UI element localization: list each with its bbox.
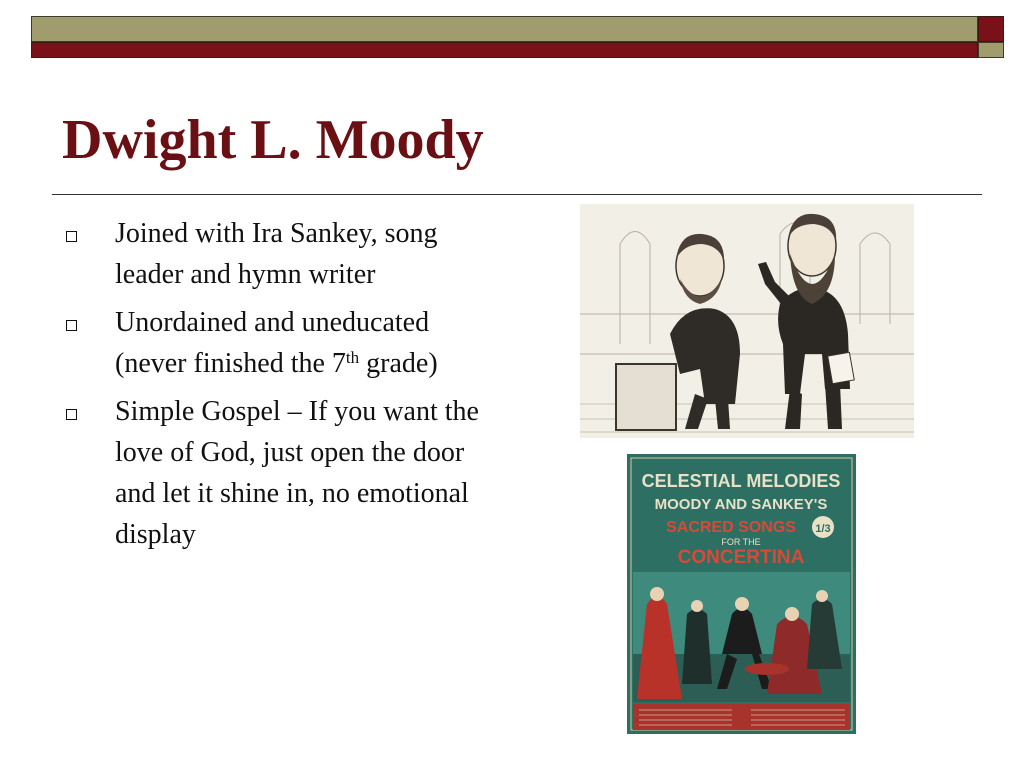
poster-price: 1/3 (815, 523, 831, 535)
square-bullet-icon (66, 320, 77, 331)
bullet-text: Joined with Ira Sankey, song leader and hymn writer (115, 218, 438, 290)
poster-line2: MOODY AND SANKEY'S (654, 496, 828, 513)
poster-line1: CELESTIAL MELODIES (641, 471, 841, 491)
bullet-list (62, 213, 502, 562)
title-divider (52, 194, 982, 195)
header-bar-olive (31, 16, 978, 42)
bullet-item (62, 391, 502, 555)
bullet-item (62, 213, 502, 295)
square-bullet-icon (66, 409, 77, 420)
header-square-olive (978, 42, 1004, 58)
songbook-cover-image (627, 454, 856, 734)
bullet-text-superscript: th (345, 348, 360, 367)
square-bullet-icon (66, 231, 77, 242)
bullet-text-post: grade) (359, 348, 438, 379)
slide-title: Dwight L. Moody (62, 109, 484, 171)
bullet-item (62, 302, 502, 384)
poster-line5: CONCERTINA (677, 547, 805, 568)
poster-line4: FOR THE (721, 537, 761, 547)
header-square-red (978, 16, 1004, 42)
header-bar-red (31, 42, 978, 58)
bullet-text: Simple Gospel – If you want the love of God, just open the door and let it shine in, no emotional display (115, 396, 479, 550)
bullet-text-pre: Unordained and uneducated (never finished the 7 (115, 307, 430, 379)
poster-line3: SACRED SONGS (666, 519, 796, 536)
caricature-illustration (580, 204, 914, 438)
